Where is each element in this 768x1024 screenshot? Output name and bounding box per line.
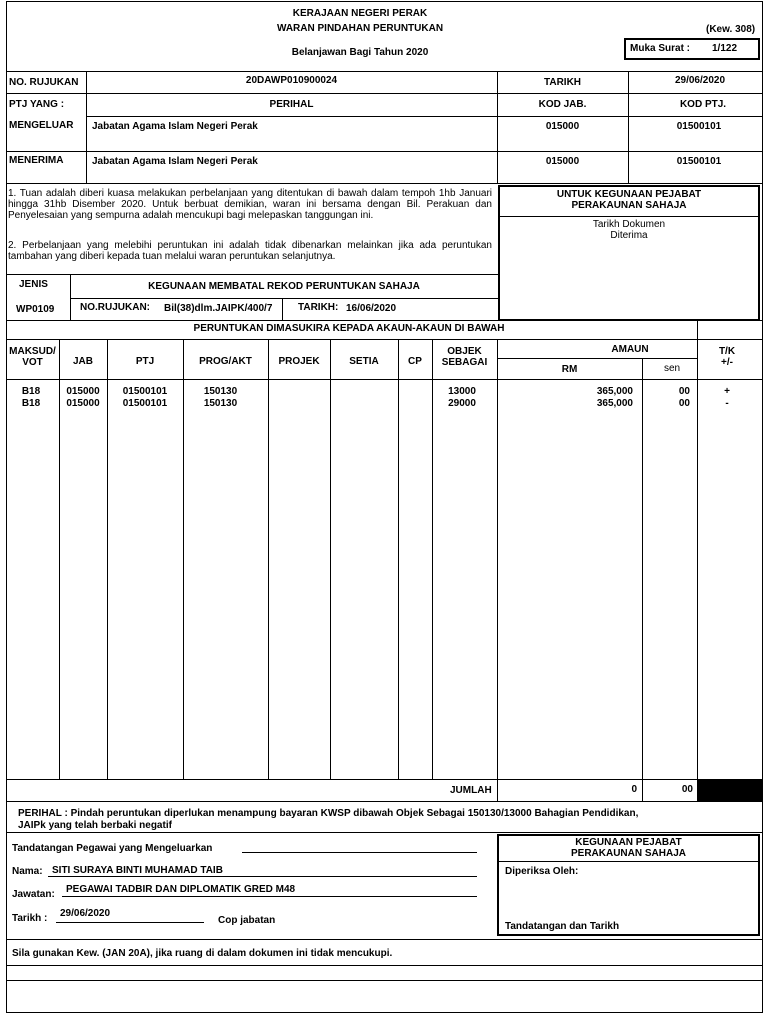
sign-line: [242, 852, 477, 853]
kod-jab-label: KOD JAB.: [538, 99, 587, 110]
mengeluar-label: MENGELUAR: [9, 120, 74, 131]
tarikh-value: 29/06/2020: [674, 75, 726, 86]
office2-title-2: PERAKAUNAN SAHAJA: [570, 848, 686, 859]
col-projek: PROJEK: [278, 356, 320, 367]
rule: [398, 339, 399, 779]
mengeluar-kod-jab: 015000: [545, 121, 580, 132]
cancel-title: KEGUNAAN MEMBATAL REKOD PERUNTUKAN SAHAJA: [148, 281, 420, 292]
col-tk-2: +/-: [721, 357, 733, 368]
rule: [6, 320, 763, 321]
cop-label: Cop jabatan: [218, 915, 276, 926]
cell-jab: 015000: [66, 398, 100, 409]
jawatan-label: Jawatan:: [12, 889, 55, 900]
cell-tk: +: [724, 386, 730, 397]
perihal-line1: PERIHAL : Pindah peruntukan diperlukan menampung bayaran KWSP dibawah Objek Sebagai 150130/13000 Bahagian Pendidikan,: [18, 808, 639, 819]
header-line2: WARAN PINDAHAN PERUNTUKAN: [276, 23, 444, 34]
office-title-2: PERAKAUNAN SAHAJA: [571, 200, 687, 211]
ptj-yang-label: PTJ YANG :: [9, 99, 65, 110]
cell-tk: -: [725, 398, 729, 409]
rule: [497, 861, 760, 862]
no-rujukan-label: NO. RUJUKAN: [9, 77, 79, 88]
col-tk-1: T/K: [718, 346, 736, 357]
cancel-tarikh-label: TARIKH:: [298, 302, 339, 313]
cell-vot: B18: [21, 398, 41, 409]
sign-date-label: Tandatangan dan Tarikh: [505, 921, 620, 932]
office2-title-1: KEGUNAAN PEJABAT: [575, 837, 682, 848]
col-amaun: AMAUN: [611, 344, 649, 355]
col-objek-1: OBJEK: [447, 346, 482, 357]
tarikh-sign-label: Tarikh :: [12, 913, 48, 924]
jawatan-line: [62, 896, 477, 897]
rule: [6, 980, 763, 981]
menerima-kod-jab: 015000: [545, 156, 580, 167]
received-date-1: Tarikh Dokumen: [592, 219, 666, 230]
cancel-tarikh-value: 16/06/2020: [346, 303, 397, 314]
rule: [70, 298, 498, 299]
rule: [6, 779, 763, 780]
tarikh-line: [56, 922, 204, 923]
rule: [6, 801, 763, 802]
rule: [6, 832, 763, 833]
col-setia: SETIA: [349, 356, 379, 367]
header-line3: Belanjawan Bagi Tahun 2020: [291, 47, 429, 58]
sign-label: Tandatangan Pegawai yang Mengeluarkan: [12, 843, 213, 854]
menerima-label: MENERIMA: [9, 155, 64, 166]
col-cp: CP: [408, 356, 422, 367]
menerima-kod-ptj: 01500101: [676, 156, 722, 167]
page-label: Muka Surat :: [630, 43, 691, 54]
cell-ptj: 01500101: [122, 386, 168, 397]
rule: [330, 339, 331, 779]
rule: [498, 216, 760, 217]
header-line1: KERAJAAN NEGERI PERAK: [292, 8, 428, 19]
no-rujukan-value: 20DAWP010900024: [245, 75, 338, 86]
col-jab: JAB: [72, 356, 93, 367]
rule: [6, 93, 763, 94]
rule: [86, 116, 763, 117]
cell-vot: B18: [21, 386, 41, 397]
col-maksud-2: VOT: [22, 357, 43, 368]
cell-objek: 13000: [448, 386, 476, 397]
col-ptj: PTJ: [135, 356, 155, 367]
cell-rm: 365,000: [596, 398, 633, 409]
mengeluar-kod-ptj: 01500101: [676, 121, 722, 132]
jumlah-blackout: [698, 779, 762, 801]
perihal-label: PERIHAL: [269, 99, 314, 110]
jenis-label: JENIS: [19, 279, 48, 290]
note-2: 2. Perbelanjaan yang melebihi peruntukan ini adalah tidak dibenarkan melainkan jika ada peruntukan tambahan yang diberi kepada tuan melalui waran peruntukan selanjutnya.: [8, 240, 492, 262]
cell-ptj: 01500101: [122, 398, 168, 409]
page-value: 1/122: [712, 43, 738, 54]
cell-objek: 29000: [448, 398, 476, 409]
rule: [86, 71, 87, 183]
mengeluar-value: Jabatan Agama Islam Negeri Perak: [92, 121, 258, 132]
nama-label: Nama:: [12, 866, 43, 877]
rule: [6, 71, 763, 72]
cancel-no-rujukan-label: NO.RUJUKAN:: [80, 302, 150, 313]
rule: [6, 274, 498, 275]
rule: [6, 939, 763, 940]
rule: [6, 339, 763, 340]
rule: [642, 358, 643, 801]
rule: [497, 339, 498, 801]
rule: [6, 183, 763, 184]
rule: [697, 320, 698, 340]
received-date-2: Diterima: [610, 230, 648, 241]
rule: [6, 151, 763, 152]
jumlah-label: JUMLAH: [450, 785, 492, 796]
col-objek-2: SEBAGAI: [441, 357, 488, 368]
perihal-line2: JAIPk yang telah berbaki negatif: [18, 820, 172, 831]
office-title-1: UNTUK KEGUNAAN PEJABAT: [556, 189, 702, 200]
rule: [268, 339, 269, 779]
cell-jab: 015000: [66, 386, 100, 397]
rule: [282, 298, 283, 320]
nama-value: SITI SURAYA BINTI MUHAMAD TAIB: [52, 865, 223, 876]
rule: [6, 379, 763, 380]
rule: [628, 71, 629, 183]
cancel-no-rujukan-value: Bil(38)dlm.JAIPK/400/7: [164, 303, 273, 314]
col-maksud-1: MAKSUD/: [9, 346, 56, 357]
cell-sen: 00: [678, 398, 690, 409]
jawatan-value: PEGAWAI TADBIR DAN DIPLOMATIK GRED M48: [66, 884, 296, 895]
col-sen: sen: [663, 363, 681, 374]
cell-prog: 150130: [203, 398, 238, 409]
nama-line: [48, 876, 477, 877]
tarikh-sign-value: 29/06/2020: [60, 908, 111, 919]
menerima-value: Jabatan Agama Islam Negeri Perak: [92, 156, 258, 167]
table-title: PERUNTUKAN DIMASUKIRA KEPADA AKAUN-AKAUN DI BAWAH: [193, 323, 505, 334]
jenis-value: WP0109: [16, 304, 55, 315]
cell-prog: 150130: [203, 386, 238, 397]
note-1: 1. Tuan adalah diberi kuasa melakukan perbelanjaan yang ditentukan di bawah dalam tempoh 1hb Januari hingga 31hb Disember 2020. Untuk berbuat demikian, waran ini bersama dengan Bil. Perakuan dan Penyelesaian yang sempurna adalah mencukupi bagi melepaskan tanggungan ini.: [8, 188, 492, 221]
col-rm: RM: [561, 364, 578, 375]
checked-by-label: Diperiksa Oleh:: [505, 866, 579, 877]
kod-ptj-label: KOD PTJ.: [679, 99, 727, 110]
rule: [497, 358, 697, 359]
tarikh-label: TARIKH: [543, 77, 582, 88]
cell-sen: 00: [678, 386, 690, 397]
col-prog: PROG/AKT: [199, 356, 252, 367]
footer-note: Sila gunakan Kew. (JAN 20A), jika ruang di dalam dokumen ini tidak mencukupi.: [12, 948, 393, 959]
cell-rm: 365,000: [596, 386, 633, 397]
jumlah-rm: 0: [631, 784, 637, 795]
rule: [6, 965, 763, 966]
form-code: (Kew. 308): [706, 24, 756, 35]
jumlah-sen: 00: [681, 784, 693, 795]
